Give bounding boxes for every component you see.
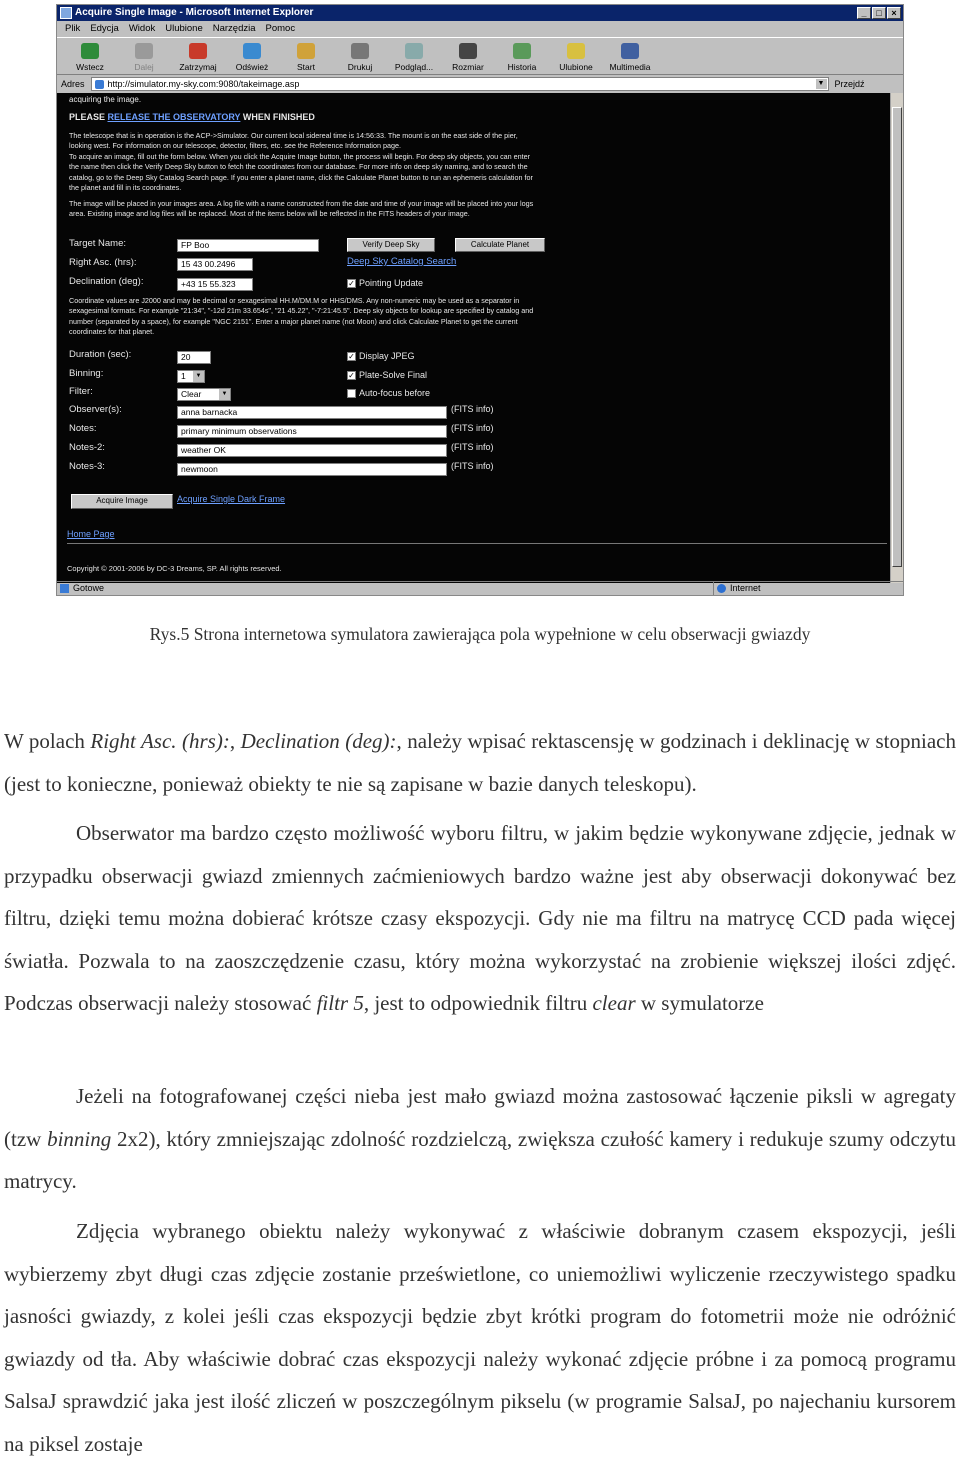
- figure-caption: Rys.5 Strona internetowa symulatora zawierająca pola wypełnione w celu obserwacji gwiazdy: [149, 624, 811, 644]
- observer-input[interactable]: anna barnacka: [177, 406, 447, 419]
- page-done-icon: [60, 584, 69, 593]
- status-bar: [57, 581, 903, 595]
- notes-input[interactable]: primary minimum observations: [177, 425, 447, 438]
- ie-logo-icon: [60, 7, 72, 19]
- toolbar: [57, 37, 903, 75]
- pointing-update-checkbox[interactable]: ✓ Pointing Update: [348, 278, 424, 288]
- paragraph-1: W polach Right Asc. (hrs):, Declination (deg):, należy wpisać rektascensję w godzinach i deklinację w stopniach (jest to konieczne, ponieważ obiekty te nie są zapisane w bazie danych teleskopu).: [4, 729, 956, 796]
- status-text: Gotowe: [73, 583, 105, 593]
- binning-select[interactable]: 1 ▼: [177, 370, 205, 383]
- favorites-button[interactable]: Ulubione: [549, 38, 603, 74]
- text-size-button[interactable]: Rozmiar: [441, 38, 495, 74]
- checkbox-unchecked-icon: [347, 389, 356, 398]
- page-icon: [95, 80, 104, 89]
- duration-label: Duration (sec):: [69, 349, 132, 360]
- declination-input[interactable]: +43 15 55.323: [177, 278, 253, 291]
- coordinates-note: Coordinate values are J2000 and may be decimal or sexagesimal HH.M/DM.M or HHS/DMS. Any non-numeric may be used as a separator in sexagesimal formats. For example "21:34", "-12d 21m 33.654s", "21 45.22", "-7:21:45.5". Deep sky objects for lookup are specified by catalog and number (separated by a space), for example "NGC 2151". Enter a major planet name (not Moon) and click Calculate Planet to get the current coordinates for that planet.: [69, 296, 534, 337]
- paragraph-3: Jeżeli na fotografowanej części nieba jest mało gwiazd można zastosować łączenie piksli w agregaty (tzw binning 2x2), który zmniejszając zdolność rozdzielczą, zwiększa czułość kamery i redukuje szumy odczytu matrycy.: [4, 1084, 956, 1194]
- observer-label: Observer(s):: [69, 404, 122, 415]
- chevron-down-icon: ▼: [193, 371, 204, 382]
- minimize-button[interactable]: _: [857, 7, 871, 19]
- paragraph-2: Obserwator ma bardzo często możliwość wyboru filtru, w jakim będzie wykonywane zdjęcie, jednak w przypadku obserwacji gwiazd zmiennych zaćmieniowych bardzo ważne jest aby obserwacji dokonywać bez filtru, dzięki temu można dobierać krótsze czasy ekspozycji. Gdy nie ma filtru na matrycę CCD pada więcej światła. Pozwala to na zaoszczędzenie czasu, który można wykorzystać na zrobienie większej ilości zdjęć. Podczas obserwacji należy stosować filtr 5, jest to odpowiednik filtru clear w symulatorze: [4, 821, 956, 1016]
- menu-file[interactable]: Plik: [65, 23, 81, 34]
- screenshot-figure: [56, 4, 904, 596]
- paragraph-4: Zdjęcia wybranego obiektu należy wykonywać z właściwie dobranym czasem ekspozycji, jeśli wybierzemy zbyt długi czas zdjęcie zostanie prześwietlone, co uniemożliwi wyliczenie rzeczywistego spadku jasności gwiazdy, z kolei jeśli czas ekspozycji będzie zbyt krótki program do fotometrii może nie odróżnić gwiazdy od tła. Aby właściwie dobrać czas ekspozycji należy wykonać zdjęcie próbne i za pomocą programu SalsaJ sprawdzić jaka jest ilość zliczeń w poszczególnym pikselu (w programie SalsaJ, po najechaniu kursorem na piksel zostaje: [4, 1219, 956, 1456]
- print-preview-button[interactable]: Podgląd...: [387, 38, 441, 74]
- binning-label: Binning:: [69, 368, 104, 379]
- chevron-down-icon[interactable]: ▼: [816, 79, 827, 89]
- partial-top-text: acquiring the image.: [69, 95, 142, 104]
- address-label: Adres: [61, 79, 85, 89]
- menu-help[interactable]: Pomoc: [265, 23, 296, 34]
- forward-button[interactable]: Dalej: [117, 38, 171, 74]
- notes3-input[interactable]: newmoon: [177, 463, 447, 476]
- stop-button[interactable]: Zatrzymaj: [171, 38, 225, 74]
- text-size-icon: [459, 43, 477, 59]
- close-button[interactable]: ×: [887, 7, 901, 19]
- acquire-dark-frame-link[interactable]: Acquire Single Dark Frame: [177, 494, 286, 504]
- menu-view[interactable]: Widok: [128, 23, 156, 34]
- home-icon: [297, 43, 315, 59]
- fits-info-observer: (FITS info): [451, 404, 494, 414]
- address-input[interactable]: http://simulator.my-sky.com:9080/takeimage.asp ▼: [91, 77, 829, 91]
- menu-tools[interactable]: Narzędzia: [212, 23, 256, 34]
- printer-icon: [351, 43, 369, 59]
- right-ascension-input[interactable]: 15 43 00.2496: [177, 258, 253, 271]
- maximize-button[interactable]: □: [872, 7, 886, 19]
- calculate-planet-button[interactable]: Calculate Planet: [455, 238, 545, 252]
- acquire-image-button[interactable]: Acquire Image: [71, 494, 173, 509]
- release-line: PLEASE RELEASE THE OBSERVATORY WHEN FINISHED: [69, 112, 315, 122]
- vertical-scrollbar[interactable]: [890, 93, 903, 583]
- menu-bar: [57, 22, 903, 36]
- print-button[interactable]: Drukuj: [333, 38, 387, 74]
- copyright-text: Copyright © 2001-2006 by DC-3 Dreams, SP. All rights reserved.: [67, 564, 282, 573]
- right-ascension-label: Right Asc. (hrs):: [69, 257, 137, 268]
- media-button[interactable]: Multimedia: [603, 38, 657, 74]
- intro-instructions-text: To acquire an image, fill out the form below. When you click the Acquire Image button, the process will begin. For deep sky objects, you can enter the name then click the Verify Deep Sky button to fetch the coordinates from our database. For more info on deep sky naming, and to search the catalog, go to the Deep Sky Catalog Search page. If you enter a planet name, click the Calculate Planet button to run an ephemeris calculation for the planet and fill in its coordinates.: [69, 152, 533, 193]
- catalog-search-link[interactable]: Deep Sky Catalog Search: [347, 256, 457, 267]
- globe-icon: [717, 584, 726, 593]
- back-arrow-icon: [81, 43, 99, 59]
- go-button[interactable]: Przejdź: [834, 79, 865, 89]
- notes3-label: Notes-3:: [69, 461, 105, 472]
- declination-label: Declination (deg):: [69, 276, 144, 287]
- page-content: [57, 93, 891, 583]
- target-name-label: Target Name:: [69, 238, 127, 249]
- back-button[interactable]: Wstecz: [63, 38, 117, 74]
- checkbox-checked-icon: ✓: [348, 371, 355, 380]
- intro-telescope-text: The telescope that is in operation is the ACP->Simulator. Our current local sidereal time is 14:56:33. The mount is on the east side of the pier, looking west. For information on our telescope, detector, filters, etc. see the Reference Information page.: [69, 131, 518, 151]
- home-page-link[interactable]: Home Page: [67, 529, 115, 539]
- notes2-label: Notes-2:: [69, 442, 105, 453]
- duration-input[interactable]: 20: [177, 351, 211, 364]
- verify-deep-sky-button[interactable]: Verify Deep Sky: [347, 238, 435, 252]
- fits-info-notes: (FITS info): [451, 423, 494, 433]
- autofocus-checkbox[interactable]: Auto-focus before: [347, 388, 430, 398]
- chevron-down-icon: ▼: [219, 389, 230, 400]
- refresh-button[interactable]: Odśwież: [225, 38, 279, 74]
- fits-info-notes3: (FITS info): [451, 461, 494, 471]
- checkbox-checked-icon: ✓: [348, 352, 355, 361]
- window-title: Acquire Single Image - Microsoft Internet Explorer: [75, 7, 314, 18]
- security-zone: Internet: [713, 582, 761, 595]
- scrollbar-thumb[interactable]: [892, 107, 902, 567]
- refresh-icon: [243, 43, 261, 59]
- home-button[interactable]: Start: [279, 38, 333, 74]
- intro-files-text: The image will be placed in your images area. A log file with a name constructed from the date and time of your image will be placed into your logs area. Existing image and log files will be replaced. Most of the items below will be reflected in the FITS headers of your image.: [69, 199, 534, 219]
- menu-favorites[interactable]: Ulubione: [165, 23, 203, 34]
- filter-select[interactable]: Clear ▼: [177, 388, 231, 401]
- window-titlebar: [57, 5, 903, 21]
- notes-label: Notes:: [69, 423, 97, 434]
- notes2-input[interactable]: weather OK: [177, 444, 447, 457]
- stop-icon: [189, 43, 207, 59]
- menu-edit[interactable]: Edycja: [90, 23, 119, 34]
- display-jpeg-checkbox[interactable]: ✓ Display JPEG: [348, 351, 415, 361]
- footer-divider: [67, 543, 887, 544]
- filter-label: Filter:: [69, 386, 93, 397]
- plate-solve-checkbox[interactable]: ✓ Plate-Solve Final: [348, 370, 428, 380]
- history-button[interactable]: Historia: [495, 38, 549, 74]
- checkbox-checked-icon: ✓: [348, 279, 355, 288]
- favorites-star-icon: [567, 43, 585, 59]
- target-name-input[interactable]: FP Boo: [177, 239, 319, 252]
- history-icon: [513, 43, 531, 59]
- forward-arrow-icon: [135, 43, 153, 59]
- media-icon: [621, 43, 639, 59]
- fits-info-notes2: (FITS info): [451, 442, 494, 452]
- address-bar: [57, 76, 903, 92]
- preview-icon: [405, 43, 423, 59]
- release-observatory-link[interactable]: RELEASE THE OBSERVATORY: [107, 112, 241, 122]
